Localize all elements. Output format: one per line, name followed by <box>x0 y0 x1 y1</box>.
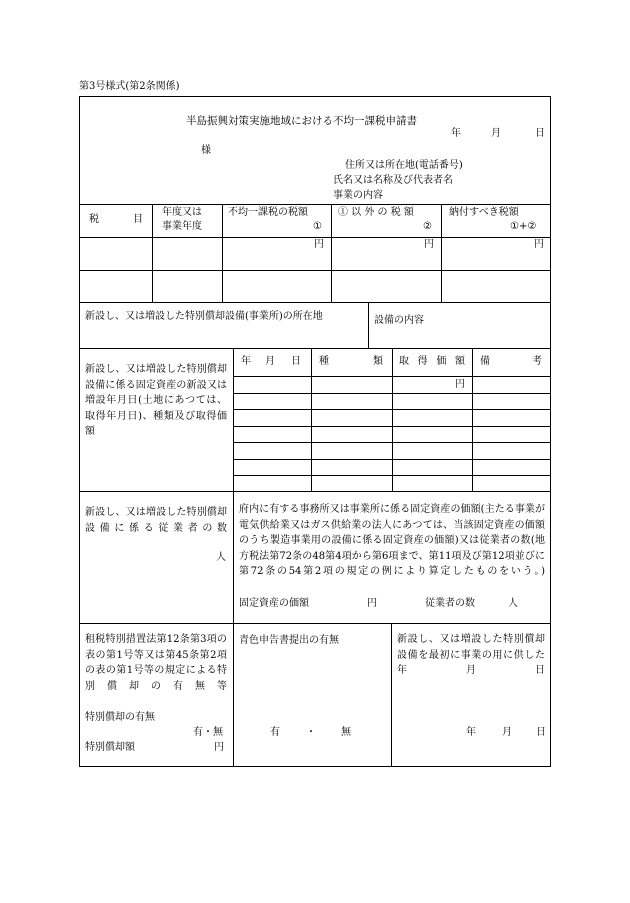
no-label: 無 <box>341 727 351 738</box>
yen-unit: 円 <box>424 239 434 250</box>
yen-unit: 円 <box>367 598 377 609</box>
form-title: 半島振興対策実施地域における不均一課税申請書 <box>186 115 417 127</box>
yes-no-choice: 有・無 <box>193 727 223 738</box>
yen-unit: 円 <box>534 239 544 250</box>
th-payable-tax: 納付すべき税額 <box>449 207 519 218</box>
page: 第3号様式(第2条関係) 半島振興対策実施地域における不均一課税申請書 年 月 日 様 住所又は所在地(電話番号) 氏名又は名称及び代表者名 事業の内容 税 目 年度又は 事業年度 不均一課税の税額 ① ① 以 外 の 税 額 ② 納付すべき税額 ①+② 円 円 円 新設し、又は増設した特別償却設備(事業所)の所在地 設備の内容 新設し、又は増設した特別償却設備に係る固定資産の新設又は増設年月日(土地にあつては、取得年月日)、種類及び取得価額 年 月 日 種 類 取得価額 備 考 円 新設し、又は増設した特別償却設備に係る従業者の数 人 府内に有する事務所又は事業所に係る固定資産の価額(主たる事業が電気供給業又はガス供給業の法人にあつては、当該固定資産の価額のうち製造事業用の設備に係る固定資産の価額)又は従業者の数(地方税法第72条の48第4項から第6項まで、第11項及び第12項並びに第72条の54第2項の規定の例により算定したものをいう。) 固定資産の価額 円 従業者の数 人 租税特別措置法第12条第3項の表の第1号等又は第45条第2項の表の第1号等の規定による特別償却の有無等 特別償却の有無 有・無 特別償却額 円 青色申告書提出の有無 有 ・ 無 新設し、又は増設した特別償却設備を最初に事業の用に供した年月日 年 月 日 <box>0 0 630 903</box>
person-unit: 人 <box>508 598 518 609</box>
fixed-asset-value-label: 固定資産の価額 <box>239 598 309 609</box>
fixed-assets-label: 新設し、又は増設した特別償却設備に係る固定資産の新設又は増設年月日(土地にあつては、取得年月日)、種類及び取得価額 <box>85 364 227 437</box>
first-use-date-label: 新設し、又は増設した特別償却設備を最初に事業の用に供した年月日 <box>397 634 545 676</box>
calculation-note: 府内に有する事務所又は事業所に係る固定資産の価額(主たる事業が電気供給業又はガス供給業の法人にあつては、当該固定資産の価額のうち製造事業用の設備に係る固定資産の価額)又は従業者の数(地方税法第72条の48第4項から第6項まで、第11項及び第12項並びに第72条の54第2項の規定の例により算定したものをいう。) <box>239 504 545 577</box>
person-unit: 人 <box>216 552 226 563</box>
depreciation-exists-label: 特別償却の有無 <box>85 712 155 723</box>
th-uneven-tax: 不均一課税の税額 <box>228 207 308 218</box>
employee-number-label: 従業者の数 <box>425 598 475 609</box>
yes-label: 有 <box>270 727 280 738</box>
yen-unit: 円 <box>314 239 324 250</box>
yen-unit: 円 <box>455 379 465 390</box>
applicant-name-label: 氏名又は名称及び代表者名 <box>333 175 453 186</box>
th-payable-tax-no: ①+② <box>510 221 537 232</box>
applicant-address-label: 住所又は所在地(電話番号) <box>345 160 463 171</box>
form-number-label: 第3号様式(第2条関係) <box>79 81 180 92</box>
th-other-tax: ① 以 外 の 税 額 <box>338 207 414 218</box>
yen-unit: 円 <box>214 742 224 753</box>
th-other-tax-no: ② <box>423 221 432 232</box>
equipment-content-label: 設備の内容 <box>374 315 424 326</box>
th-fiscal-year-1: 年度又は <box>162 207 202 218</box>
addressee-honorific: 様 <box>201 145 211 156</box>
employee-count-label: 新設し、又は増設した特別償却設備に係る従業者の数 <box>85 507 227 534</box>
blue-return-label: 青色申告書提出の有無 <box>239 635 339 646</box>
separator-dot: ・ <box>306 727 316 738</box>
special-depreciation-label: 租税特別措置法第12条第3項の表の第1号等又は第45条第2項の表の第1号等の規定による特別償却の有無等 <box>85 634 227 692</box>
business-content-label: 事業の内容 <box>333 190 383 201</box>
th-fiscal-year-2: 事業年度 <box>162 221 202 232</box>
depreciation-amount-label: 特別償却額 <box>85 742 135 753</box>
th-asset-price: 取得価額 <box>399 356 465 367</box>
th-uneven-tax-no: ① <box>313 221 322 232</box>
facility-location-label: 新設し、又は増設した特別償却設備(事業所)の所在地 <box>85 311 323 322</box>
